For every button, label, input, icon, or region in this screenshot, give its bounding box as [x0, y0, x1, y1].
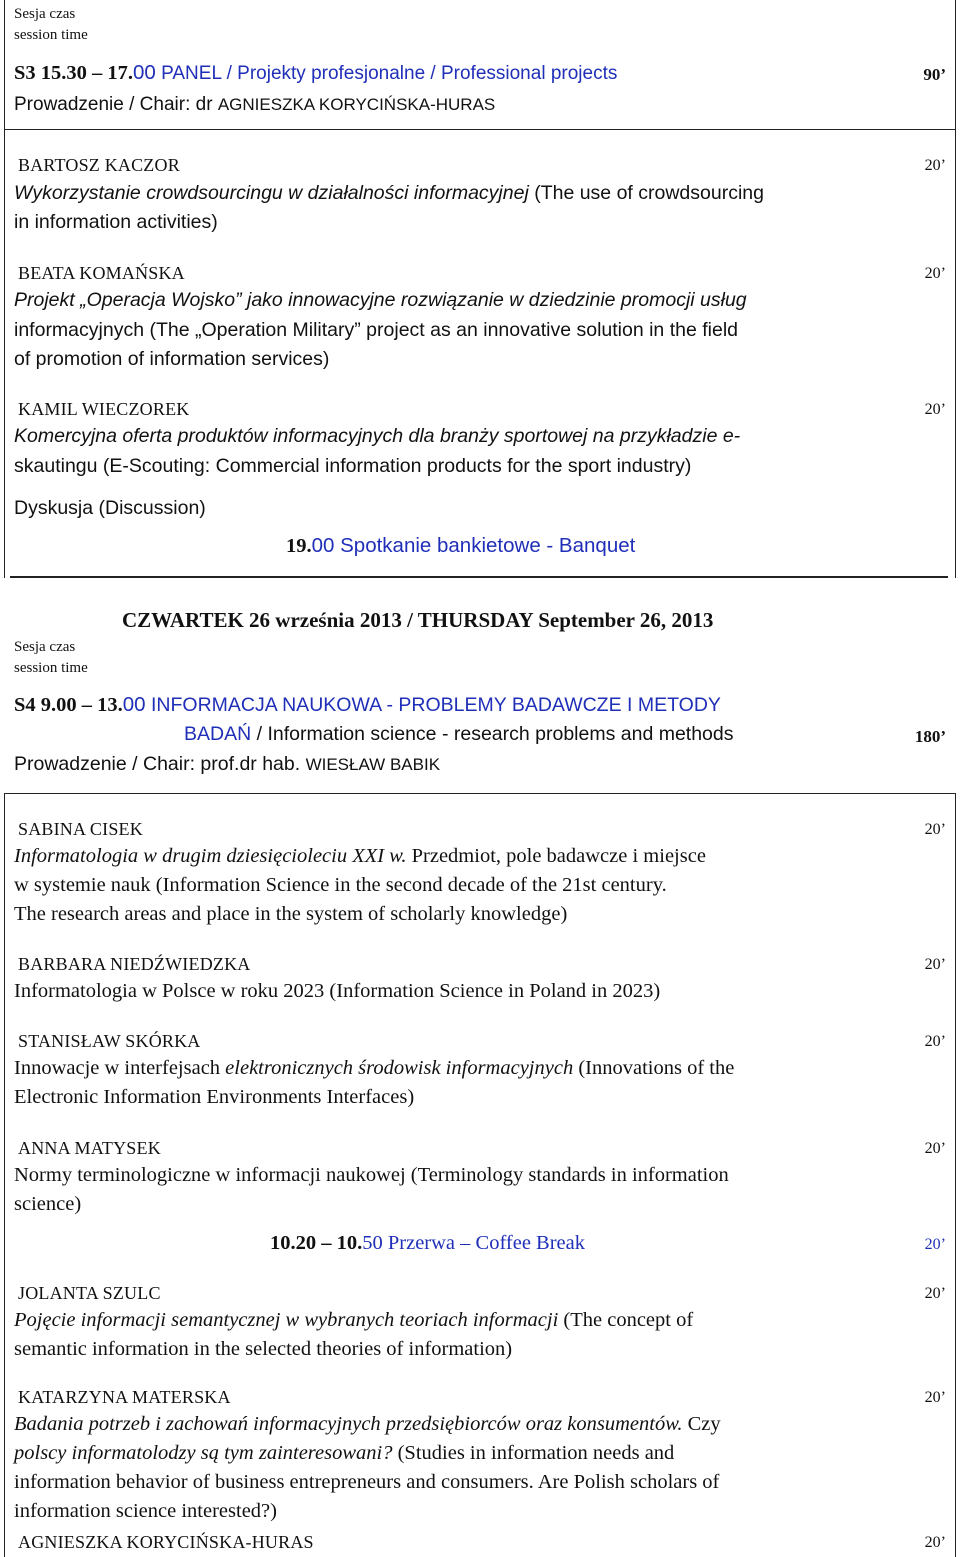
s4-talk4-line2: science) [14, 1193, 82, 1215]
s4-talk3-line1-a: Innowacje w interfejsach [14, 1057, 226, 1079]
s4-session-code: S4 9.00 [14, 694, 77, 716]
s4-talk4-line1: Normy terminologiczne w informacji naukowej (Terminology standards in information [14, 1164, 729, 1186]
s4-chair-prefix: Prowadzenie / Chair: prof.dr hab. [14, 753, 306, 775]
s4-talk5-author: JOLANTA SZULC [18, 1283, 161, 1303]
s4-talk3-author: STANISŁAW SKÓRKA [18, 1031, 201, 1051]
s4-talk1-author: SABINA CISEK [18, 819, 143, 839]
s3-session-title [14, 61, 617, 85]
s3-talk3-duration: 20’ [924, 401, 946, 418]
s4-coffee-break [270, 1232, 585, 1255]
s3-talk1-title-en: (The use of crowdsourcing [528, 182, 764, 204]
s4-box-left-border [4, 793, 5, 1557]
s4-box-top-border [4, 793, 956, 794]
s4-talk5-duration: 20’ [924, 1285, 946, 1302]
s3-chair-name: AGNIESZKA KORYCIŃSKA-HURAS [217, 95, 496, 114]
s4-session-title-line2 [184, 723, 734, 746]
s3-talk1-title-pl: Wykorzystanie crowdsourcingu w działalności informacyjnej [14, 182, 529, 204]
s3-talk2-line2: informacyjnych (The „Operation Military” project as an innovative solution in the field [14, 319, 738, 341]
s4-talk6-line2-rest: (Studies in information needs and [392, 1442, 675, 1464]
s4-break-dash: – [321, 1232, 332, 1254]
s4-talk4-author: ANNA MATYSEK [18, 1138, 161, 1158]
s4-talk3-duration: 20’ [924, 1033, 946, 1050]
s3-bottom-rule [10, 576, 948, 578]
s3-session-code: S3 15.30 [14, 62, 87, 84]
s4-break-time-c: 50 [362, 1232, 383, 1254]
s4-chair-name: WIESŁAW BABIK [305, 755, 441, 774]
s4-title-line2b: / Information science - research problems and methods [251, 723, 734, 745]
s4-talk7-duration: 20’ [924, 1534, 946, 1551]
s4-talk1-line1-rest: Przedmiot, pole badawcze i miejsce [406, 845, 706, 867]
s3-talk1-author: BARTOSZ KACZOR [18, 155, 180, 175]
s4-talk6-line2 [14, 1442, 674, 1465]
s3-talk2-line3: of promotion of information services) [14, 348, 330, 370]
s3-end-time-min: 00 [133, 61, 156, 84]
s3-end-time: 17. [107, 62, 134, 84]
s4-chair [14, 753, 440, 776]
s4-talk6-line1-it: Badania potrzeb i zachowań informacyjnych przedsiębiorców oraz konsumentów. [14, 1413, 683, 1435]
s4-talk3-line1 [14, 1057, 734, 1080]
s3-banquet [286, 534, 635, 558]
s3-dash: – [92, 62, 103, 84]
s4-session-label-en: session time [14, 660, 88, 676]
day-heading: CZWARTEK 26 września 2013 / THURSDAY September 26, 2013 [122, 608, 714, 632]
s4-talk3-line2: Electronic Information Environments Interfaces) [14, 1086, 415, 1108]
s4-talk5-line2: semantic information in the selected theories of information) [14, 1338, 513, 1360]
s3-talk1-title-line1 [14, 182, 764, 205]
s3-body-left-border [4, 130, 5, 578]
s4-talk5-line1 [14, 1309, 693, 1332]
s4-break-time-b: 10. [336, 1232, 363, 1254]
s3-title-text: PANEL / Projekty profesjonalne / Professional projects [155, 63, 618, 84]
s4-talk1-duration: 20’ [924, 821, 946, 838]
s4-end-time: 13. [97, 694, 123, 716]
s4-title-line1: INFORMACJA NAUKOWA - PROBLEMY BADAWCZE I METODY [145, 694, 721, 716]
s4-talk1-line3: The research areas and place in the system of scholarly knowledge) [14, 903, 568, 925]
s4-talk2-author: BARBARA NIEDŹWIEDZKA [18, 954, 251, 974]
s3-banquet-time-a: 19. [286, 535, 312, 557]
s3-talk1-duration: 20’ [924, 157, 946, 174]
s3-banquet-time-b: 00 [311, 534, 335, 557]
s4-break-text: Przerwa – Coffee Break [382, 1232, 586, 1254]
s3-box-bottom-border [4, 129, 956, 130]
s4-talk6-line1-rest: Czy [682, 1413, 721, 1435]
s4-talk5-line1-rest: (The concept of [558, 1309, 694, 1331]
s3-talk2-author: BEATA KOMAŃSKA [18, 263, 185, 283]
s3-box-right-border [955, 0, 956, 578]
s3-banquet-text: Spotkanie bankietowe - Banquet [334, 534, 636, 557]
s4-title-line2a: BADAŃ [184, 723, 252, 745]
s4-dash: – [81, 694, 93, 716]
s3-discussion: Dyskusja (Discussion) [14, 497, 206, 519]
s4-talk6-line1 [14, 1413, 721, 1436]
s4-end-time-min: 00 [122, 693, 146, 716]
s3-session-label-pl: Sesja czas [14, 6, 76, 22]
s4-duration: 180’ [914, 727, 946, 746]
s4-talk4-duration: 20’ [924, 1140, 946, 1157]
s4-talk6-line4: information science interested?) [14, 1500, 277, 1522]
s4-break-duration: 20’ [924, 1236, 946, 1253]
s3-chair-prefix: Prowadzenie / Chair: dr [14, 94, 218, 115]
s4-box-right-border [955, 793, 956, 1557]
s4-talk2-duration: 20’ [924, 956, 946, 973]
s4-talk6-line3: information behavior of business entrepreneurs and consumers. Are Polish scholars of [14, 1471, 720, 1493]
s3-box-left-border [4, 0, 5, 130]
s3-talk3-line1: Komercyjna oferta produktów informacyjnych dla branży sportowej na przykładzie e- [14, 425, 741, 447]
s4-talk5-line1-it: Pojęcie informacji semantycznej w wybranych teoriach informacji [14, 1309, 559, 1331]
s4-break-time-a: 10.20 [270, 1232, 317, 1254]
s4-talk6-duration: 20’ [924, 1389, 946, 1406]
s4-talk6-author: KATARZYNA MATERSKA [18, 1387, 231, 1407]
s3-talk2-line1: Projekt „Operacja Wojsko” jako innowacyjne rozwiązanie w dziedzinie promocji usług [14, 289, 747, 311]
s4-session-title-line1 [14, 693, 721, 717]
s4-talk3-line1-it: elektronicznych środowisk informacyjnych [225, 1057, 574, 1079]
s4-session-label-pl: Sesja czas [14, 639, 76, 655]
s4-talk1-line1 [14, 845, 706, 868]
s4-talk1-line1-it: Informatologia w drugim dziesięcioleciu XXI w. [14, 845, 407, 867]
s3-talk1-title-line2: in information activities) [14, 211, 218, 233]
s3-duration: 90’ [923, 65, 946, 84]
s4-talk6-line2-it: polscy informatolodzy są tym zainteresowani? [14, 1442, 393, 1464]
s4-talk3-line1-b: (Innovations of the [573, 1057, 735, 1079]
s3-talk3-line2: skautingu (E-Scouting: Commercial information products for the sport industry) [14, 455, 692, 477]
s4-talk7-author: AGNIESZKA KORYCIŃSKA-HURAS [18, 1532, 314, 1552]
s4-talk1-line2: w systemie nauk (Information Science in the second decade of the 21st century. [14, 874, 667, 896]
s4-talk2-line1: Informatologia w Polsce w roku 2023 (Information Science in Poland in 2023) [14, 980, 661, 1002]
s3-session-label-en: session time [14, 27, 88, 43]
s3-talk3-author: KAMIL WIECZOREK [18, 399, 190, 419]
s3-chair [14, 94, 495, 116]
s3-talk2-duration: 20’ [924, 265, 946, 282]
